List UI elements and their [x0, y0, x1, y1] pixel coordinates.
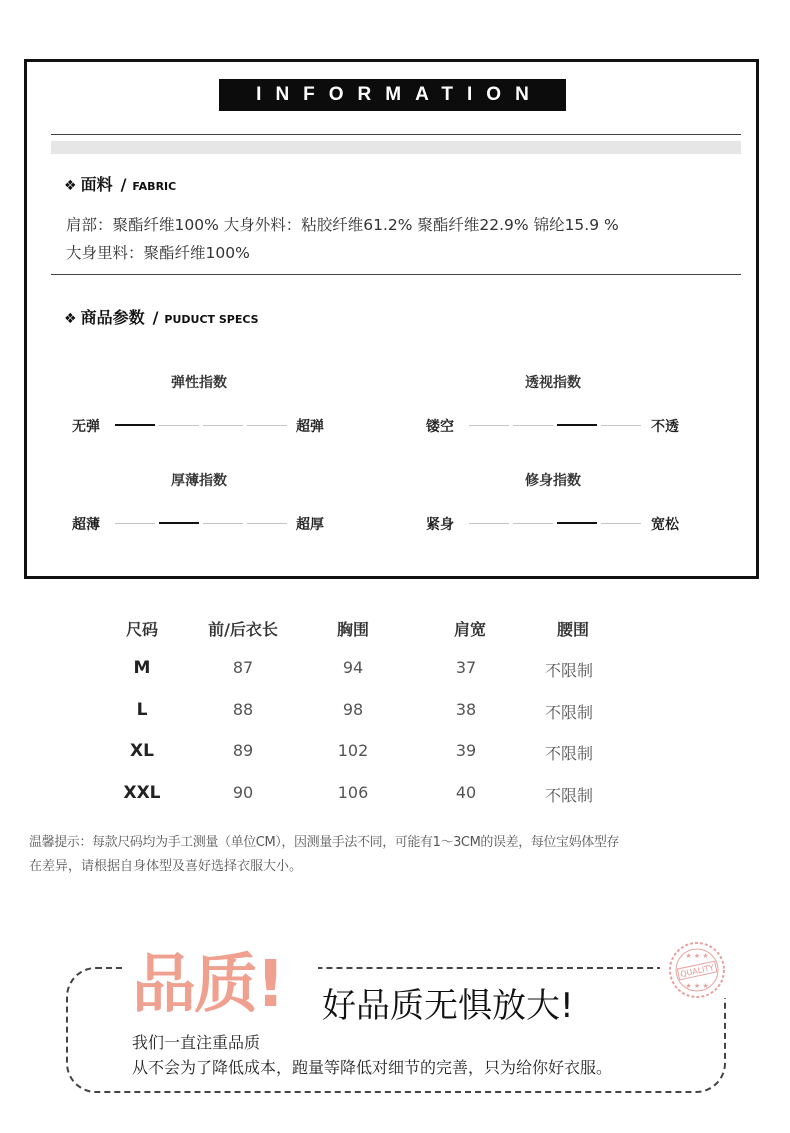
- table-cell: 不限制: [544, 661, 593, 680]
- specs-title: 商品参数: [80, 308, 145, 327]
- gauge-title: 厚薄指数: [171, 473, 227, 489]
- table-header-cell: 前/后衣长: [208, 620, 278, 639]
- slash-divider: /: [152, 308, 159, 327]
- table-header-cell: 肩宽: [453, 620, 486, 639]
- quality-line-2: 从不会为了降低成本，跑量等降低对细节的完善，只为给你好衣服。: [132, 1058, 613, 1077]
- gauge-segment: [469, 425, 509, 426]
- gauge-left-label: 超薄: [72, 517, 100, 533]
- diamond-icon: ❖: [64, 178, 77, 194]
- table-size-cell: M: [133, 658, 151, 678]
- table-cell: 40: [455, 783, 477, 802]
- table-size-cell: XXL: [123, 783, 161, 803]
- grey-band: [51, 141, 741, 154]
- gauge-segment: [247, 425, 287, 426]
- table-cell: 不限制: [544, 703, 593, 722]
- gauge-right-label: 不透: [651, 419, 679, 435]
- table-cell: 102: [337, 741, 369, 760]
- info-title: INFORMATION: [219, 79, 566, 111]
- gauge-segment: [203, 425, 243, 426]
- gauge-segment: [601, 425, 641, 426]
- quality-slogan: 好品质无惧放大!: [322, 986, 574, 1026]
- table-cell: 90: [232, 783, 254, 802]
- table-cell: 106: [337, 783, 369, 802]
- gauge-left-label: 镂空: [426, 419, 454, 435]
- gauge-segment-active: [557, 424, 597, 426]
- gauge-segment: [159, 425, 199, 426]
- table-cell: 94: [342, 658, 364, 677]
- table-cell: 不限制: [544, 786, 593, 805]
- gauge-segment: [601, 523, 641, 524]
- table-cell: 98: [342, 700, 364, 719]
- gauge-segment: [513, 523, 553, 524]
- svg-text:★ ★ ★: ★ ★ ★: [685, 982, 709, 990]
- gauge-right-label: 超厚: [296, 517, 324, 533]
- specs-title-en: PUDUCT SPECS: [164, 313, 259, 326]
- quality-big-title: 品质!: [132, 948, 284, 1022]
- fabric-title-en: FABRIC: [132, 180, 177, 193]
- gauge-segment: [469, 523, 509, 524]
- gauge-segment: [247, 523, 287, 524]
- table-cell: 89: [232, 741, 254, 760]
- table-header-cell: 胸围: [336, 620, 369, 639]
- diamond-icon: ❖: [64, 311, 77, 327]
- svg-text:★ ★ ★: ★ ★ ★: [685, 952, 709, 960]
- fabric-title: 面料: [80, 175, 113, 194]
- table-cell: 不限制: [544, 744, 593, 763]
- stamp-text: QUALITY: [679, 963, 715, 979]
- size-note-line-2: 在差异，请根据自身体型及喜好选择衣服大小。: [29, 859, 303, 874]
- gauge-segment-active: [557, 522, 597, 524]
- gauge-title: 弹性指数: [171, 375, 227, 391]
- fabric-line-2: 大身里料：聚酯纤维100%: [66, 244, 250, 262]
- fabric-line-1: 肩部：聚酯纤维100% 大身外料：粘胶纤维61.2% 聚酯纤维22.9% 锦纶15.9 %: [66, 216, 619, 234]
- table-size-cell: L: [136, 700, 148, 720]
- table-cell: 39: [455, 741, 477, 760]
- gauge-right-label: 宽松: [651, 517, 679, 533]
- size-note-line-1: 温馨提示：每款尺码均为手工测量（单位CM），因测量手法不同，可能有1～3CM的误差，每位宝妈体型存: [29, 835, 620, 850]
- table-cell: 88: [232, 700, 254, 719]
- fabric-divider: [51, 274, 741, 275]
- gauge-title: 修身指数: [525, 473, 581, 489]
- gauge-left-label: 无弹: [72, 419, 100, 435]
- quality-stamp: [668, 941, 726, 999]
- gauge-segment: [203, 523, 243, 524]
- table-cell: 87: [232, 658, 254, 677]
- gauge-segment-active: [159, 522, 199, 524]
- gauge-title: 透视指数: [525, 375, 581, 391]
- gauge-segment: [513, 425, 553, 426]
- gauge-segment: [115, 523, 155, 524]
- fabric-heading: [64, 172, 176, 195]
- table-cell: 37: [455, 658, 477, 677]
- quality-line-1: 我们一直注重品质: [132, 1033, 261, 1052]
- table-size-cell: XL: [130, 741, 154, 761]
- table-header-cell: 尺码: [125, 620, 158, 639]
- title-divider: [51, 134, 741, 135]
- slash-divider: /: [120, 175, 127, 194]
- gauge-segment-active: [115, 424, 155, 426]
- table-cell: 38: [455, 700, 477, 719]
- specs-heading: [64, 305, 259, 328]
- table-header-cell: 腰围: [556, 620, 589, 639]
- gauge-right-label: 超弹: [296, 419, 324, 435]
- gauge-left-label: 紧身: [426, 517, 454, 533]
